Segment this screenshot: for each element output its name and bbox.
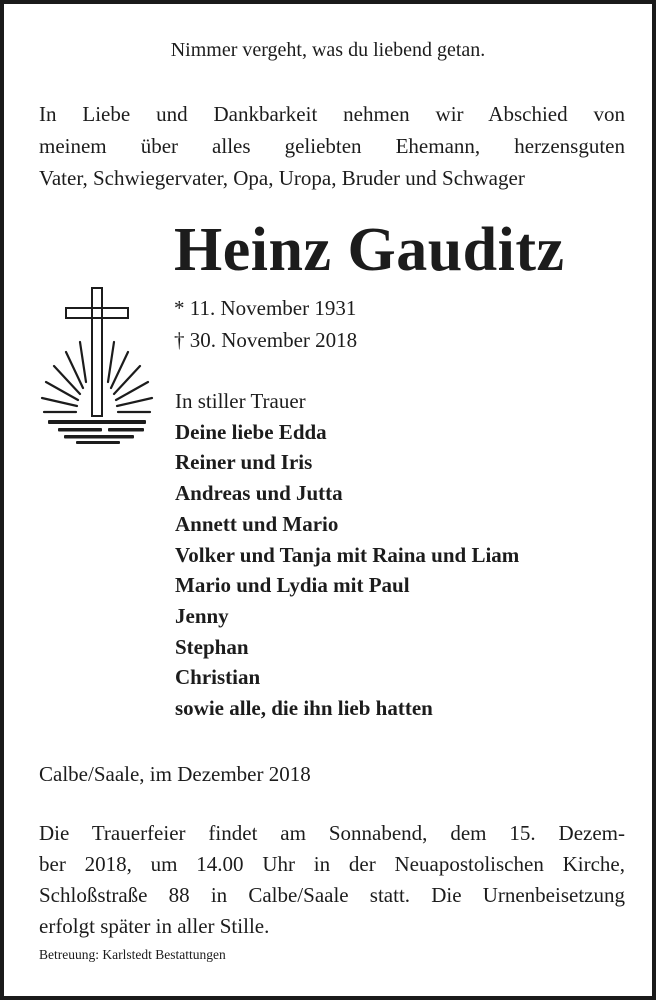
deceased-name: Heinz Gauditz [174,216,565,284]
mourner-name: Annett und Mario [175,511,339,536]
service-details [39,818,625,942]
mourner-name: Volker und Tanja mit Raina und Liam [175,542,520,567]
mourner-name: Stephan [175,634,249,659]
intro-text [39,98,625,194]
service-line: Schloßstraße 88 in Calbe/Saale statt. Die Urnenbeisetzung [39,883,625,907]
mourner-name: Reiner und Iris [175,450,313,475]
intro-line: In Liebe und Dankbarkeit nehmen wir Abschied von [39,102,625,126]
service-line: erfolgt später in aller Stille. [39,914,270,938]
mourner-name: Deine liebe Edda [175,419,327,444]
mourner-name: Christian [175,665,261,690]
mourner-closing: sowie alle, die ihn lieb hatten [175,696,433,721]
funeral-home-credit: Betreuung: Karlstedt Bestattungen [39,947,226,962]
death-date: † 30. November 2018 [174,328,358,352]
mourner-name: Jenny [175,603,229,628]
intro-line: Vater, Schwiegervater, Opa, Uropa, Bruder und Schwager [39,166,525,190]
service-line: Die Trauerfeier findet am Sonnabend, dem 15. Dezem- [39,821,625,845]
cross-sunrise-icon [36,286,160,446]
life-dates [174,292,357,356]
motto: Nimmer vergeht, was du liebend getan. [170,39,486,61]
service-line: ber 2018, um 14.00 Uhr in der Neuapostolischen Kirche, [39,852,625,876]
mourner-name: Mario und Lydia mit Paul [175,573,410,598]
intro-line: meinem über alles geliebten Ehemann, herzensguten [39,134,625,158]
mourning-lead: In stiller Trauer [175,389,306,413]
birth-date: * 11. November 1931 [174,296,357,320]
mourner-name: Andreas und Jutta [175,481,343,506]
mourners-list [175,386,519,724]
place-date: Calbe/Saale, im Dezember 2018 [39,762,311,786]
